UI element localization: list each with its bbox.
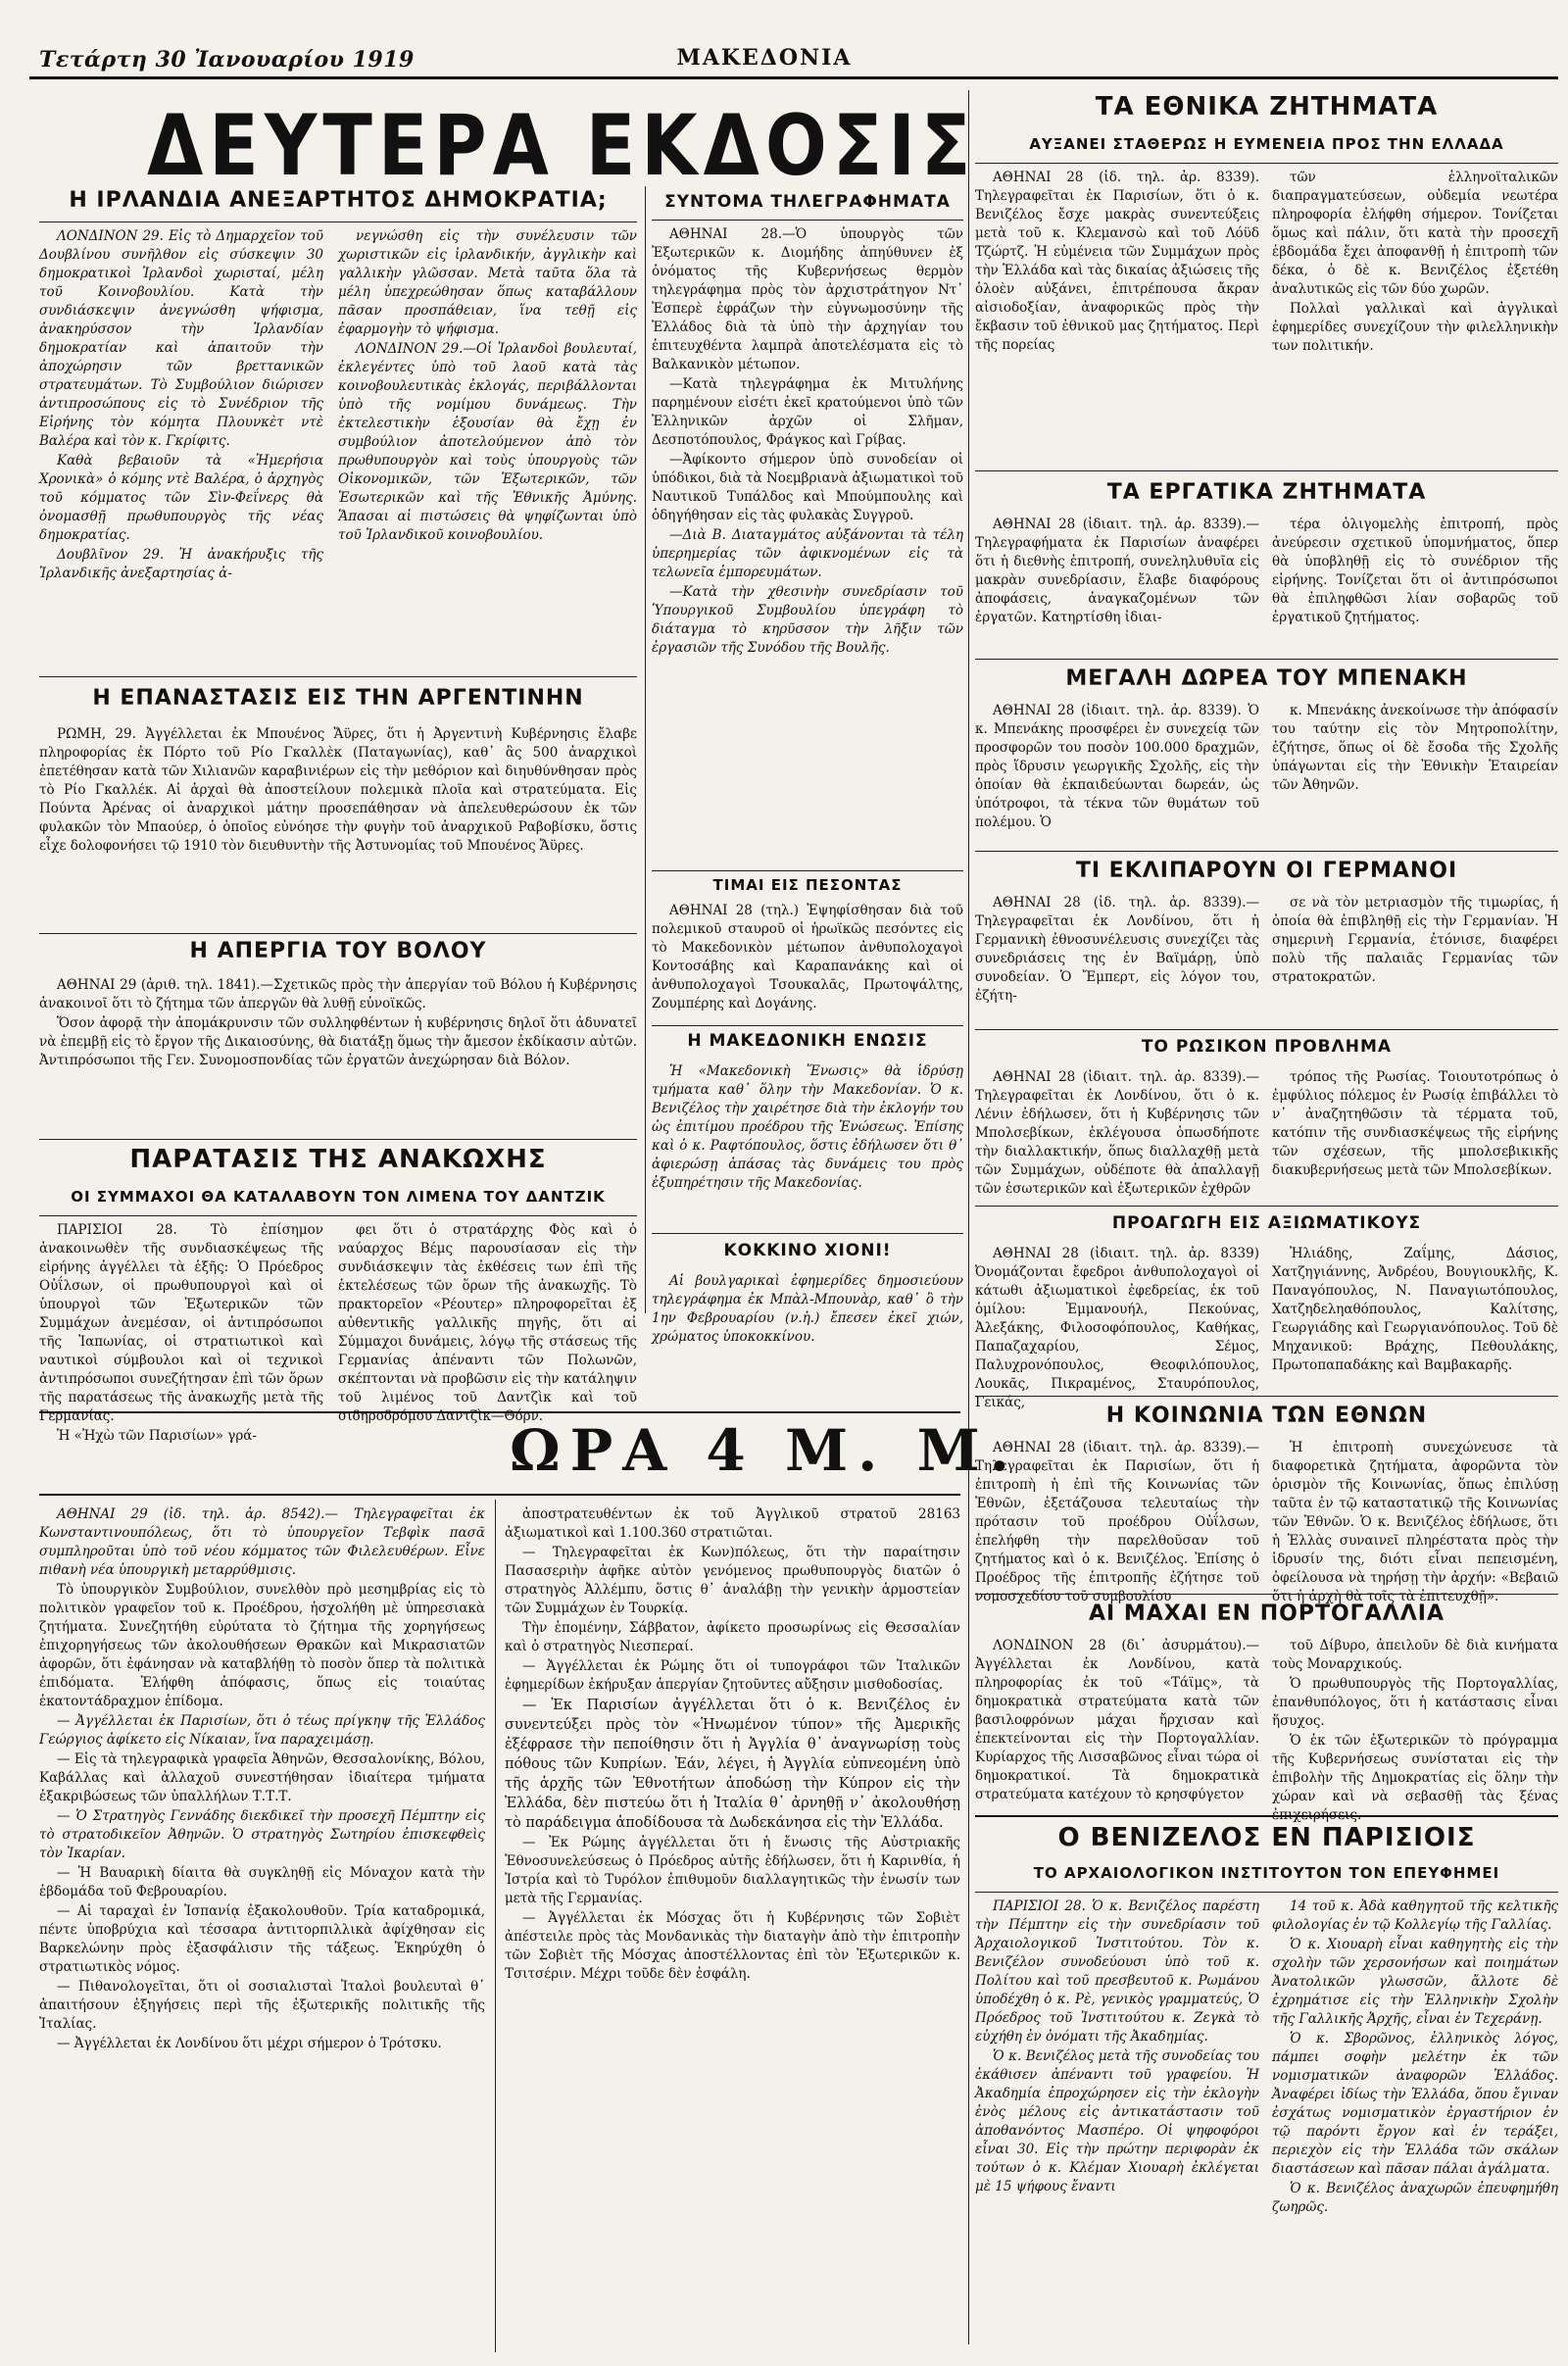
paragraph: τοῦ Δίβυρο, ἀπειλοῦν δὲ διὰ κινήματα τοὺς Μοναρχικούς. [1272,1638,1558,1672]
paragraph: ΑΘΗΝΑΙ 29 (ἀριθ. τηλ. 1841).—Σχετικῶς πρὸς τὴν ἀπεργίαν τοῦ Βόλου ἡ Κυβέρνησις ἀνακοινοῖ ὅτι τὸ ζήτημα τῶν ἀπεργῶν θὰ λυθῇ εὐνοϊκῶς. [39,977,637,1011]
headline-benakis: ΜΕΓΑΛΗ ΔΩΡΕΑ ΤΟΥ ΜΠΕΝΑΚΗ [1065,666,1468,691]
paragraph: — Ἐκ Παρισίων ἀγγέλλεται ὅτι ὁ κ. Βενιζέλος ἐν συνεντεύξει πρὸς τὸν «Ἡνωμένον τύπον» τῆς Ἀμερικῆς ἐξέφρασε τὴν πεποίθησιν ὅτι ἡ Ἀγγλία θ᾽ ἀναγνωρίσῃ τοὺς πόθους τῶν Κυπρίων. Ἐάν, λέγει, ἡ Ἀγγλία εὐπνεομένη ὑπὸ τῆς ἀρχῆς τῶν Ἐθνοτήτων ἀποδώσῃ τὴν Κύπρον εἰς τὴν Ἑλλάδα, δὲν πιστεύω ὅτι ἡ Ἰταλία θ᾽ ἀρνηθῇ ν᾽ ἀκολουθήσῃ τὸ παράδειγμα ἀποδίδουσα τὰ Δωδεκάνησα εἰς τὴν Ἑλλάδα. [505,1698,960,1831]
paragraph: 14 τοῦ κ. Ἀδὰ καθηγητοῦ τῆς κελτικῆς φιλολογίας ἐν τῷ Κολλεγίῳ τῆς Γαλλίας. [1272,1898,1558,1933]
paragraph: Τὴν ἑπομένην, Σάββατον, ἀφίκετο προσωρίνως εἰς Θεσσαλίαν καὶ ὁ στρατηγὸς Νιεσπεραί. [505,1620,960,1654]
rule [39,1215,637,1216]
rule [975,470,1558,471]
paragraph: Πολλαὶ γαλλικαὶ καὶ ἀγγλικαὶ ἐφημερίδες συνεχίζουν τὴν φιλελληνικὴν των πολιτικήν. [1272,301,1558,354]
headline-portugal: ΑΙ ΜΑΧΑΙ ΕΝ ΠΟΡΤΟΓΑΛΛΙΑ [1089,1602,1445,1626]
paragraph: σε νὰ τὸν μετριασμὸν τῆς τιμωρίας, ἡ ὁποία θὰ ἐπιβληθῇ εἰς τὴν Γερμανίαν. Ἡ σημερινὴ Γερμανία, ἐτόνισε, διαφέρει πολὺ τῆς παλαιᾶς Γερμανίας τῶν στρατοκρατῶν. [1272,895,1558,985]
paragraph: —Διὰ Β. Διαταγμάτος αὐξάνονται τὰ τέλη ὑπερημερίας τῶν ἀφικνομένων εἰς τὰ τελωνεῖα ἐμπορευμάτων. [652,527,963,580]
headline-national: ΤΑ ΕΘΝΙΚΑ ΖΗΤΗΜΑΤΑ [1095,92,1439,122]
national-col1 [975,169,1259,463]
paragraph: — Ὁ Στρατηγὸς Γεννάδης διεκδικεῖ τὴν προσεχῆ Πέμπτην εἰς τὸ στρατοδικεῖον Ἀθηνῶν. Ὁ στρατηγὸς Σωτηρίου ἐπισκεφθεὶς τὸν Ἰκαρίαν. [39,1808,485,1861]
labour-col1 [975,516,1259,655]
paragraph: —Κατὰ τὴν χθεσινὴν συνεδρίασιν τοῦ Ὑπουργικοῦ Συμβουλίου ὑπεγράφη τὸ διάταγμα τὸ κηρῦσσον τὴν λῆξιν τῶν ἐργασιῶν τῆς Συνόδου τῆς Βουλῆς. [652,584,963,656]
paragraph: Ὁ ἐκ τῶν ἐξωτερικῶν τὸ πρόγραμμα τῆς Κυβερνήσεως συνίσταται εἰς τὴν ἐπιβολὴν τῆς Δημοκρατίας εἰς ὅλην τὴν χώραν καὶ νὰ σεβασθῇ τὰς ξένας ἐπιχειρήσεις. [1272,1733,1558,1823]
paragraph: Αἱ βουλγαρικαὶ ἐφημερίδες δημοσιεύουν τηλεγράφημα ἐκ Μπὰλ-Μπουνὰρ, καθ᾽ ὃ τὴν 1ην Φεβρουαρίου (ν.ἡ.) ἔπεσεν ἐκεῖ χιών, χρώματος ὑποκοκκίνου. [652,1273,963,1345]
headline-volos: Η ΑΠΕΡΓΙΑ ΤΟΥ ΒΟΛΟΥ [189,939,487,963]
rule [975,1029,1558,1030]
paragraph: Δουβλῖνον 29. Ἡ ἀνακήρυξις τῆς Ἰρλανδικῆς ἀνεξαρτησίας ἀ- [39,547,323,581]
telegrams-body [652,225,963,864]
paragraph: — Ἀγγέλλεται ἐκ Λονδίνου ὅτι μέχρι σήμερον ὁ Τρότσκυ. [57,2036,442,2051]
masthead-date: Τετάρτη 30 Ἰανουαρίου 1919 [39,47,415,73]
league-col1 [975,1439,1259,1604]
paragraph: ΑΘΗΝΑΙ 28 (ἰδιαιτ. τηλ. ἀρ. 8339) Ὀνομάζονται ἔφεδροι ἀνθυπολοχαγοὶ οἱ κάτωθι ἀξιωματικοὶ ἐφεδρείας, ἐκ τοῦ ὁμίλου: Ἐμμανουήλ, Πεκούνας, Ἀλεξάκης, Φιλοσοφόπουλος, Καθήκας, Παπαζαχαρίου, Σέμος, Παλυχρονόπουλος, Θεοφιλόπουλος, Λουκᾶς, Πικραμένος, Σταυρόπουλος, Γεικάς, [975,1246,1259,1410]
subheadline-armistice: ΟΙ ΣΥΜΜΑΧΟΙ ΘΑ ΚΑΤΑΛΑΒΟΥΝ ΤΟΝ ΛΙΜΕΝΑ ΤΟΥ ΔΑΝΤΖΙΚ [71,1188,606,1206]
paragraph: — Ἀγγέλλεται ἐκ Παρισίων, ὅτι ὁ τέως πρίγκηψ τῆς Ἑλλάδος Γεώργιος ἀφίκετο εἰς Νίκαιαν, ἵνα παραχειμάσῃ. [39,1713,485,1748]
paragraph: — Τηλεγραφεῖται ἐκ Κων)πόλεως, ὅτι τὴν παραίτησιν Πασασεριὴν ἀφῆκε αὐτὸν γενόμενος πρωθυπουργὸς διατῶν ὁ στρατηγὸς Ἀλλέμπυ, ὅστις θ᾽ ἀναλάβῃ τὴν γενικὴν ἁρμοστείαν τῶν Συμμάχων ἐν Τουρκίᾳ. [505,1545,960,1616]
headline-labour: ΤΑ ΕΡΓΑΤΙΚΑ ΖΗΤΗΜΑΤΑ [1106,480,1427,505]
paragraph: — Ἀγγέλλεται ἐκ Μόσχας ὅτι ἡ Κυβέρνησις τῶν Σοβιὲτ ἀπέστειλε πρὸς τὰς Μονδανικὰς τὴν διαταγὴν ἀπὸ τὴν ἐπιτροπὴν τῶν Σοβιὲτ τῆς Μόσχας ἀποστέλλοντας ἐπὶ τὸν Ἐξωτερικῶν κ. Τσιτσέριν. Μέχρι τοῦδε δὲν ἐσφάλη. [505,1910,960,1982]
germans-col1 [975,894,1259,1023]
paragraph: νεγνώσθη εἰς τὴν συνέλευσιν τῶν χωριστικῶν εἰς ἰρλανδικήν, ἀγγλικὴν καὶ γαλλικὴν γλῶσσαν. Μετὰ ταῦτα ὅλα τὰ μέλη ὑπεχρεώθησαν ὅπως καταβάλλουν πᾶσαν προσπάθειαν, ἵνα τεθῇ εἰς ἐφαρμογὴν τὸ ψήφισμα. [338,228,637,337]
paragraph: Τὸ ὑπουργικὸν Συμβούλιον, συνελθὸν πρὸ μεσημβρίας εἰς τὸ πολιτικὸν γραφεῖον τοῦ κ. Προέδρου, ἠσχολήθη μὲ ὑπηρεσιακὰ ζητήματα. Συνεζητήθη εὐρύτατα τὸ ζήτημα τῆς χορηγήσεως ἐπιχορηγήσεως τῶν ἀκολουθήσεων Θρακῶν καὶ Μικρασιατῶν ἀφορῶν, ὅτι ἐφάνησαν νὰ καταβλήθῃ τὸ ποσὸν ὅπερ τὰ πολιτικὰ ἐπιδόματα. Ἐλήφθη ἀπόφασις, ὅπως εἰς τοιαύτας ἐκατοντάδραχμον ἐπίδομα. [39,1582,485,1709]
rule [39,933,637,934]
germans-col2 [1272,894,1558,1023]
paragraph: κ. Μπενάκης ἀνεκοίνωσε τὴν ἀπόφασίν του ταύτην εἰς τὸν Μητροπολίτην, ἐζήτησε, ὅπως οἱ δὲ ἔσοδα τῆς Σχολῆς ὑπάγωνται εἰς τὴν Ἐθνικὴν Ἑταιρείαν τῶν Ἀθηνῶν. [1272,703,1558,793]
paragraph: ΠΑΡΙΣΙΟΙ 28. Τὸ ἐπίσημον ἀνακοινωθὲν τῆς συνδιασκέψεως τῆς εἰρήνης ἀγγέλλει τὰ ἑξῆς: Ὁ Πρόεδρος Οὐΐλσων, οἱ πρωθυπουργοὶ καὶ οἱ ὑπουργοὶ τῶν Ἐξωτερικῶν τῶν Συμμάχων ἀνεμέσαν, οἱ ἀντιπρόσωποι τῆς Ἰαπωνίας, οἱ στρατιωτικοὶ καὶ ναυτικοὶ σύμβουλοι καὶ οἱ τεχνικοὶ ἀντιπρόσωποι συνεζήτησαν ἐπὶ τῶν ὅρων τῆς παρατάσεως τῆς ἀνακωχῆς μετὰ τῆς Γερμανίας. [39,1222,323,1424]
headline-telegrams: ΣΥΝΤΟΜΑ ΤΗΛΕΓΡΑΦΗΜΑΤΑ [664,192,951,212]
paragraph: — Ἀγγέλλεται ἐκ Ρώμης ὅτι οἱ τυπογράφοι τῶν Ἰταλικῶν ἐφημερίδων ἐκήρυξαν ἀπεργίαν ζητοῦντες αὔξησιν μισθοδοσίας. [505,1658,960,1693]
paragraph: — Αἱ ταραχαὶ ἐν Ἰσπανίᾳ ἐξακολουθοῦν. Τρία καταδρομικά, πέντε ὑποβρύχια καὶ τέσσαρα ἀντιτορπιλλικὰ ἀφίχθησαν εἰς Βαρκελώνην πρὸς ἐξασφάλισιν τῆς τάξεως. Ἐκηρύχθη ὁ στρατιωτικὸς νόμος. [39,1903,485,1975]
paragraph: ΑΘΗΝΑΙ 28 (ἰδ. τηλ. ἀρ. 8339).— Τηλεγραφεῖται ἐκ Λονδίνου, ὅτι ἡ Γερμανικὴ ἐθνοσυνέλευσις συνεχίζει τὰς συνεδριάσεις της ἐν Βαϊμάρῃ, ὑπὸ συνοδείαν. Ὁ Ἔμπερτ, εἰς λόγον του, ἐζήτη- [975,895,1259,1004]
snow-body [652,1272,963,1400]
paragraph: τέρα ὀλιγομελὴς ἐπιτροπή, πρὸς ἀνεύρεσιν σχετικοῦ ὑπομνήματος, ὅπερ θὰ ὑποβληθῇ εἰς τὸ συνέδριον τῆς εἰρήνης. Τονίζεται ὅτι οἱ ἀντιπρόσωποι θὰ ἐπιληφθῶσι λίαν σοβαρῶς τοῦ ἐργατικοῦ ζητήματος. [1272,517,1558,625]
paragraph: Ἡ ἐπιτροπὴ συνεχώνευσε τὰ διαφορετικὰ ζητήματα, ἀφορῶντα τὸν ὁρισμὸν τῆς Κοινωνίας, ὅπως ἐπιλύσῃ ταῦτα ἐν τῷ καταστατικῷ τῆς Κοινωνίας τῶν Ἐθνῶν. Ὁ κ. Βενιζέλος ἐδήλωσε, ὅτι ἡ Ἑλλὰς συναινεῖ πληρέστατα πρὸς τὴν ἱδρυσίν της, διότι εἶναι πεπεισμένη, ὀφείλουσα νὰ τηρήσῃ τὴν ἀρχήν: «Βεβαιῶ ὅτι ἡ ἀρχὴ θὰ τοῖς τὰ ἐπιτευχθῇ». [1272,1440,1558,1604]
rule [39,676,637,677]
paragraph: — Εἰς τὰ τηλεγραφικὰ γραφεῖα Ἀθηνῶν, Θεσσαλονίκης, Βόλου, Καβάλλας καὶ ἀλλαχοῦ συνεστήθησαν ἰδιαίτερα τμήματα ἐξακριβώσεως τῶν ὑπαλλήλων Τ.Τ.Τ. [39,1751,485,1804]
rule [652,1025,963,1026]
headline-snow: ΚΟΚΚΙΝΟ ΧΙΟΝΙ! [723,1241,892,1260]
headline-germans: ΤΙ ΕΚΛΙΠΑΡΟΥΝ ΟΙ ΓΕΡΜΑΝΟΙ [1075,859,1458,883]
headline-promotion: ΠΡΟΑΓΩΓΗ ΕΙΣ ΑΞΙΩΜΑΤΙΚΟΥΣ [1111,1213,1422,1233]
ireland-col2 [338,227,637,659]
benakis-col2 [1272,702,1558,849]
paragraph: ἀποστρατευθέντων ἐκ τοῦ Ἀγγλικοῦ στρατοῦ 28163 ἀξιωματικοὶ καὶ 1.100.360 στρατιῶται. [505,1506,960,1541]
subheadline-national: ΑΥΞΑΝΕΙ ΣΤΑΘΕΡΩΣ Η ΕΥΜΕΝΕΙΑ ΠΡΟΣ ΤΗΝ ΕΛΛΑΔΑ [1029,135,1504,153]
league-col2 [1272,1439,1558,1604]
paragraph: Ἡ «Μακεδονικὴ Ἕνωσις» θὰ ἱδρύσῃ τμήματα καθ᾽ ὅλην τὴν Μακεδονίαν. Ὁ κ. Βενιζέλος τὴν χαιρέτησε διὰ τὴν ἐκλογήν του ὡς ἐπιτίμου προέδρου τῆς Ἑνώσεως. Ἐπίσης καὶ ὁ κ. Ραφτόπουλος, ὅστις ἐδήλωσεν ὅτι θ᾽ ἀφιερώσῃ ἁπάσας τὰς δυνάμεις του πρὸς ἐξυπηρέτησιν τῆς Μακεδονίας. [652,1063,963,1191]
rule [652,220,963,221]
promotion-col2 [1272,1245,1558,1392]
paragraph: τῶν ἑλληνοϊταλικῶν διαπραγματεύσεων, οὐδεμία νεωτέρα πληροφορία ἐλήφθη σήμερον. Τονίζεται ὅμως καὶ πάλιν, ὅτι κατὰ τὴν προσεχῆ ἑβδομάδα ἔχει ἀποφανθῇ ἡ ἐπιτροπὴ τῶν δέκα, ὁ δὲ κ. Βενιζέλος ἐξετέθη ἀναλυτικῶς εἰς τῶν δύο χωρῶν. [1272,170,1558,297]
rule [975,1594,1558,1595]
paragraph: ΑΘΗΝΑΙ 28 (ἰδιαιτ. τηλ. ἀρ. 8339).—Τηλεγραφεῖται ἐκ Παρισίων, ὅτι ἡ ἐπιτροπὴ ἡ ἐπὶ τῆς Κοινωνίας τῶν Ἐθνῶν, ἐξετάζουσα τελευταίως τὴν πρότασιν τοῦ προέδρου Οὐΐλσων, ἐπελήφθη τὴν παρελθοῦσαν τοῦ ζητήματος καὶ ὁ κ. Βενιζέλος. Ἐπίσης ὁ Προέδρος τῆς ἐπιτροπῆς ἐζήτησε τοῦ νομοσχεδίου τοῦ συμβουλίου [975,1440,1259,1604]
edition-title: ΔΕΥΤΕΡΑ ΕΚΔΟΣΙΣ [147,98,977,195]
macedonian-body [652,1062,963,1229]
headline-macedonian: Η ΜΑΚΕΔΟΝΙΚΗ ΕΝΩΣΙΣ [687,1031,928,1051]
subheadline-venizelos: ΤΟ ΑΡΧΑΙΟΛΟΓΙΚΟΝ ΙΝΣΤΙΤΟΥΤΟΝ ΤΟΝ ΕΠΕΥΦΗΜΕΙ [1033,1864,1500,1882]
benakis-col1 [975,702,1259,849]
russian-col2 [1272,1068,1558,1202]
labour-col2 [1272,516,1558,655]
masthead-rule [29,76,1558,79]
rule [39,1494,960,1496]
rule [975,1396,1558,1397]
rule [652,1233,963,1234]
rule [39,1411,960,1413]
paragraph: ΠΑΡΙΣΙΟΙ 28. Ὁ κ. Βενιζέλος παρέστη τὴν Πέμπτην εἰς τὴν συνεδρίασιν τοῦ Ἀρχαιολογικοῦ Ἰνστιτούτου. Τὸν κ. Βενιζέλον συνοδεύουσι ὑπὸ τοῦ κ. Πολίτου καὶ τοῦ πρεσβευτοῦ κ. Ρωμάνου ὑποδέχθη ὁ κ. Ρὲ, γενικὸς γραμματεύς, Ὁ Πρόεδρος τοῦ Ἰνστιτούτου κ. Ζεγκὰ τὸ εὐχήθη ἐν ὀνόματι τῆς Ἀκαδημίας. [975,1898,1259,2045]
paragraph: — Πιθανολογεῖται, ὅτι οἱ σοσιαλισταὶ Ἰταλοὶ βουλευταὶ θ᾽ ἀπαιτήσουν ἐξηγήσεις περὶ τῆς ἐξωτερικῆς πολιτικῆς τῆς Ἰταλίας. [39,1979,485,2032]
hour4-col1 [39,1505,485,2358]
headline-honours: ΤΙΜΑΙ ΕΙΣ ΠΕΣΟΝΤΑΣ [712,876,903,894]
paragraph: Καθὰ βεβαιοῦν τὰ «Ἡμερήσια Χρονικὰ» ὁ κόμης ντὲ Βαλέρα, ὁ ἀρχηγὸς τοῦ κόμματος τῶν Σὶν-Φεΐνερς θὰ ὀνομασθῇ πρωθυπουργὸς τῆς νέας δημοκρατίας. [39,453,323,543]
volos-body [39,976,637,1135]
promotion-col1 [975,1245,1259,1410]
portugal-col1 [975,1637,1259,1809]
russian-col1 [975,1068,1259,1202]
paragraph: φει ὅτι ὁ στρατάρχης Φὸς καὶ ὁ ναύαρχος Βέμς παρουσίασαν εἰς τὴν συνδιάσκεψιν τὰς ἐκθέσεις των ἐπὶ τῆς ἐκτελέσεως τῶν ὅρων τῆς ἀνακωχῆς. Τὸ πρακτορεῖον «Ρέουτερ» πληροφορεῖται ἐξ αὐθεντικῆς γαλλικῆς πηγῆς, ὅτι αἱ Σύμμαχοι δυνάμεις, λόγῳ τῆς στάσεως τῆς Γερμανίας ἀπέναντι τῶν Πολωνῶν, σκέπτονται νὰ προβῶσιν εἰς τὴν κατάληψιν τοῦ λιμένος τοῦ Δαντζὶκ καὶ τοῦ σιδηροδρόμου Δαντζὶκ—Θόρν. [338,1222,637,1424]
headline-armistice: ΠΑΡΑΤΑΣΙΣ ΤΗΣ ΑΝΑΚΩΧΗΣ [129,1145,547,1174]
portugal-col2 [1272,1637,1558,1823]
paragraph: Ὁ κ. Βενιζέλος ἀναχωρῶν ἐπευφημήθη ζωηρῶς. [1272,2181,1558,2215]
paragraph: ΑΘΗΝΑΙ 28.—Ὁ ὑπουργὸς τῶν Ἐξωτερικῶν κ. Διομήδης ἀπηύθυνεν ἐξ ὀνόματος τῆς Κυβερνήσεως θερμὸν τηλεγράφημα πρὸς τὸν ἀρχιστράτηγον Ντ᾽ Ἐσπερὲ ἐφράζων τὴν εὐγνωμοσύνην τῆς Ἑλλάδος διὰ τὰ ὑπὸ τὴν ἀρχηγίαν του ἐπιτευχθέντα λαμπρὰ ἀποτελέσματα εἰς τὸ Βαλκανικὸν μέτωπον. [652,226,963,372]
paragraph: — Ἡ Βαυαρικὴ δίαιτα θὰ συγκληθῇ εἰς Μόναχον κατὰ τὴν ἑβδομάδα τοῦ Φεβρουαρίου. [39,1865,485,1899]
column-rule [968,90,969,2344]
column-rule [495,1500,496,2352]
paragraph: ΑΘΗΝΑΙ 28 (ἰδιαιτ. τηλ. ἀρ. 8339).— Τηλεγραφεῖται ἐκ Λονδίνου, ὅτι ὁ κ. Λένιν ἐδήλωσεν, ὅτι ἡ Κυβέρνησις τῶν Μπολσεβίκων, ἐκλέγουσα ὁπωσδήποτε τὴν διαλλακτικήν, ὅπως διαλλαχθῇ μετὰ τῶν Συμμάχων, οὐδέποτε θὰ ἀπαλλαγῇ τῶν ἐσωτερικῶν καὶ ἐξωτερικῶν ἐχθρῶν [975,1069,1259,1197]
paragraph: Ἠλιάδης, Ζαΐμης, Δάσιος, Χατζηγιάννης, Ἀνδρέου, Βουγιουκλῆς, Κ. Παναγόπουλος, Ν. Παναγιωτόπουλος, Χατζηδεληαθόπουλος, Καλίτσης, Γεωργιάδης καὶ Γεωργιανόπουλος. Τοῦ δὲ Μηχανικοῦ: Βράχης, Πεθουλάκης, Πρωτοπαπαδάκης καὶ Βαμβακαρῆς. [1272,1246,1558,1373]
paragraph: Ἡ «Ἠχὼ τῶν Παρισίων» γρά- [57,1428,257,1444]
headline-hour4: ΩΡΑ 4 Μ. Μ. [510,1417,1019,1484]
argentina-body [39,725,637,921]
paragraph: τρόπος τῆς Ρωσίας. Τοιουτοτρόπως ὁ ἐμφύλιος πόλεμος ἐν Ρωσίᾳ ἐπιβάλλει τὸ ν᾽ ἀναζητηθῶσιν τὰ τέρματα τοῦ, κατόπιν τῆς συνδιασκέψεως τῆς εἰρήνης τῶν σχέσεων, τῆς μπολσεβικικῆς διακυβερνήσεως μετὰ τῶν Μπολσεβίκων. [1272,1069,1558,1178]
rule [975,163,1558,164]
paragraph: —Κατὰ τηλεγράφημα ἐκ Μιτυλήνης παρημένουν εἰσέτι ἐκεῖ κρατούμενοι ὑπὸ τῶν Ἑλληνικῶν ἀρχῶν οἱ Σλῆμαν, Δεσποτόπουλος, Φράγκος καὶ Γρίβας. [652,376,963,448]
venizelos-col2 [1272,1898,1558,2358]
headline-russian: ΤΟ ΡΩΣΙΚΟΝ ΠΡΟΒΛΗΜΑ [1141,1037,1393,1057]
rule [975,1815,1558,1817]
paragraph: Ὁ πρωθυπουργὸς τῆς Πορτογαλλίας, ἐπανθυπόλογος, ὅτι ἡ κατάστασις εἶναι ἥσυχος. [1272,1676,1558,1729]
paragraph: Ὅσον ἀφορᾷ τὴν ἀπομάκρυνσιν τῶν συλληφθέντων ἡ κυβέρνησις δηλοῖ ὅτι ἀδυνατεῖ νὰ ἐπεμβῇ εἰς τὸ ἔργον τῆς Δικαιοσύνης, θὰ διατάξῃ ὅμως τὴν ἄμεσον ἐκδίκασιν αὐτῶν. Ἀντιπρόσωποι τῆς Γεν. Συνομοσπονδίας τῶν ἐργατῶν ἀνεχώρησαν διὰ Βόλον. [39,1015,637,1068]
paragraph: — Ἐκ Ρώμης ἀγγέλλεται ὅτι ἡ ἔνωσις τῆς Αὐστριακῆς Ἐθνοσυνελεύσεως ὁ Πρόεδρος αὐτῆς ἐδήλωσεν, ὅτι ἡ Καρινθία, ἡ Ἰστρία καὶ τὸ Τυρόλον ἐπιθυμοῦν διαλλαγητικῶς τὴν ἑνωσίν των μετὰ τῆς Γερμανίας. [505,1835,960,1906]
rule [975,659,1558,660]
rule [975,1206,1558,1207]
paragraph: Ὁ κ. Χιουαρὴ εἶναι καθηγητὴς εἰς τὴν σχολὴν τῶν χερσονήσων καὶ ποιημάτων Ἀνατολικῶν γλωσσῶν, ἄλλοτε δὲ ἐχρημάτισε εἰς τὴν Ἑλληνικὴν Σχολὴν τῆς Γαλλικῆς Ἀρχῆς, εἶναι ἐν Τεχεράνῃ. [1272,1937,1558,2027]
headline-argentina: Η ΕΠΑΝΑΣΤΑΣΙΣ ΕΙΣ ΤΗΝ ΑΡΓΕΝΤΙΝΗΝ [92,686,584,711]
masthead-title: ΜΑΚΕΔΟΝΙΑ [676,45,853,71]
paragraph: ΡΩΜΗ, 29. Ἀγγέλλεται ἐκ Μπουένος Ἄϋρες, ὅτι ἡ Ἀργεντινὴ Κυβέρνησις ἔλαβε πληροφορίας ἐκ Πόρτο τοῦ Ρίο Γκαλλὲκ (Παταγωνίας), καθ᾽ ἃς 500 ἀναρχικοὶ ἐπετέθησαν κατὰ τῶν Χιλιανῶν καραβινιέρων εἰς τὴν μεθόριον καὶ διηυθύνθησαν πρὸς τὸ Ρίο Γκαλλέκ. Αἱ ἀρχαὶ θὰ ἀποστείλουν πολεμικὰ πλοῖα καὶ στρατεύματα. Εἰς Πούντα Ἀρένας οἱ ἀναρχικοὶ μάτην προσεπάθησαν νὰ ἀπελευθερώσουν ἐκ τῶν φυλακῶν τὸν Μπαούερ, ὁ ὁποῖος εὐνόησε τὴν φυγὴν τοῦ ἀναρχικοῦ Ραβοβίσκυ, ὅστις εἶχε δολοφονήσει τῷ 1910 τὸν διευθυντὴν τῆς Ἀστυνομίας τοῦ Μπουένος Ἄϋρες. [39,726,637,854]
national-col2 [1272,169,1558,463]
rule [39,1139,637,1140]
rule [652,870,963,871]
paragraph: ΑΘΗΝΑΙ 28 (τηλ.) Ἐψηφίσθησαν διὰ τοῦ πολεμικοῦ σταυροῦ οἱ ἡρωϊκῶς πεσόντες εἰς τὸ Μακεδονικὸν μέτωπον ἀνθυπολοχαγοὶ Κοντοσάβης καὶ Καραπανάκης καὶ οἱ ἀνθυπολοχαγοὶ Τσουκαλᾶς, Πρωτοψάλτης, Ζουμπέρης καὶ Δογάνης. [652,903,963,1011]
paragraph: ΑΘΗΝΑΙ 28 (ἰδ. τηλ. ἀρ. 8339). Τηλεγραφεῖται ἐκ Παρισίων, ὅτι ὁ κ. Βενιζέλος ἔσχε μακρὰς συνεντεύξεις μετὰ τοῦ κ. Κλεμανσὼ καὶ τοῦ Λόϋδ Τζώρτζ. Ἡ εὐμένεια τῶν Συμμάχων πρὸς τὴν Ἑλλάδα καὶ τὰς δικαίας ἀξιώσεις τῆς ὁλοὲν αὐξάνει, ἐπιτρέπουσα ἄκραν αἰσιοδοξίαν, ἀναφορικῶς πρὸς τὴν ἔκβασιν τοῦ ἐθνικοῦ μας ζητήματος. Περὶ τῆς πορείας [975,170,1259,353]
headline-ireland: Η ΙΡΛΑΝΔΙΑ ΑΝΕΞΑΡΤΗΤΟΣ ΔΗΜΟΚΡΑΤΙΑ; [69,188,608,213]
rule [975,1892,1558,1893]
headline-league: Η ΚΟΙΝΩΝΙΑ ΤΩΝ ΕΘΝΩΝ [1105,1404,1428,1428]
paragraph: ΑΘΗΝΑΙ 28 (ἰδιαιτ. τηλ. ἀρ. 8339).— Τηλεγραφήματα ἐκ Παρισίων ἀναφέρει ὅτι ἡ διεθνὴς ἐπιτροπή, συνεληλυθυῖα εἰς μακρὰν συνεδρίασιν, ἔλαβε διαφόρους ἀποφάσεις, ἀναγκαζομένων τῶν ἐργατῶν. Κατηρτίσθη ἰδιαι- [975,517,1259,625]
honours-body [652,902,963,1019]
headline-venizelos: Ο ΒΕΝΙΖΕΛΟΣ ΕΝ ΠΑΡΙΣΙΟΙΣ [1057,1823,1476,1852]
paragraph: Ὁ κ. Σβορῶνος, ἑλληνικὸς λόγος, πάμπει σοφὴν μελέτην ἐκ τῶν νομισματικῶν ἀναφορῶν Ἑλλάδος. Ἀναφέρει ἰδίως τὴν Ἑλλάδα, ὅπου ἔγιναν ἐσχάτως νομισματικὸν ἐργαστήριον ἐν τῷ παρόντι ἔργον καὶ ἐν τεράξει, περιεχὸν εἰς τὴν Ἑλλάδα τῶν σκάλων διαστάσεων καὶ πᾶσαν πάλαι ἀγάλματα. [1272,2031,1558,2177]
rule [975,851,1558,852]
paragraph: ΑΘΗΝΑΙ 28 (ἰδιαιτ. τηλ. ἀρ. 8339). Ὁ κ. Μπενάκης προσφέρει ἐν συνεχείᾳ τῶν προσφορῶν του ποσὸν 100.000 δραχμῶν, πρὸς ἵδρυσιν γεωργικῆς Σχολῆς, εἰς τὴν ὁποίαν θὰ ἐκπαιδεύωνται δωρεάν, ὡς ὑπότροφοι, τὰ τέκνα τῶν θυμάτων τοῦ πολέμου. Ὁ [975,703,1259,830]
paragraph: Ὁ κ. Βενιζέλος μετὰ τῆς συνοδείας του ἐκάθισεν ἀπέναντι τοῦ γραφείου. Ἡ Ἀκαδημία ἐπροχώρησεν εἰς τὴν ἐκλογὴν ἑνὸς μέλους εἰς ἀντικατάστασιν τοῦ ἀποθανόντος Μασπέρο. Οἱ ψηφοφόροι εἶναι 30. Εἰς τὴν πρώτην περιφορὰν ἐκ τούτων ὁ κ. Κλέμαν Χιουαρὴ ἐκλέγεται μὲ 15 ψήφους ἔναντι [975,2048,1259,2194]
paragraph: ΛΟΝΔΙΝΟΝ 29.—Οἱ Ἰρλανδοὶ βουλευταί, ἐκλεγέντες ὑπὸ τοῦ λαοῦ κατὰ τὰς κοινοβουλευτικὰς ἐκλογάς, περιβάλλονται ὑπὸ τῆς νομίμου δυνάμεως. Τὴν ἐκτελεστικὴν ἐξουσίαν θὰ ἔχῃ ἐν συμβούλιον ἀποτελούμενον ἀπὸ τὸν πρωθυπουργὸν καὶ τοὺς ὑπουργοὺς τῶν Οἰκονομικῶν, τῶν Ἐξωτερικῶν, τῶν Ἐσωτερικῶν καὶ τῆς Ἐθνικῆς Ἀμύνης. Ἅπασαι αἱ πιστώσεις θὰ ψηφίζωνται ὑπὸ τοῦ Ἰρλανδικοῦ κοινοβουλίου. [338,341,637,543]
column-rule [645,186,646,1313]
hour4-col2 [505,1505,960,2358]
ireland-col1 [39,227,323,659]
paragraph: ΛΟΝΔΙΝΟΝ 28 (δι᾽ ἀσυρμάτου).— Ἀγγέλλεται ἐκ Λονδίνου, κατὰ πληροφορίας ἐκ τοῦ «Τάϊμς», τὰ δημοκρατικὰ στρατεύματα κατὰ τῶν βασιλοφρόνων μάχαι ἤρχισαν καὶ ἐπεκτείνονται εἰς τὴν Πορτογαλλίαν. Κυρίαρχος τῆς Λισσαβῶνος εἶναι τώρα οἱ δημοκρατικοί. Τὰ δημοκρατικὰ στρατεύματα κατέχουν τὸ κρησφύγετον [975,1638,1259,1802]
paragraph: ΑΘΗΝΑΙ 29 (ἰδ. τηλ. ἀρ. 8542).— Τηλεγραφεῖται ἐκ Κωνσταντινουπόλεως, ὅτι τὸ ὑπουργεῖον Τεβφὶκ πασᾶ συμπληροῦται ὑπὸ τοῦ νέου κόμματος τῶν Φιλελευθέρων. Εἶνε πιθανὴ νέα ὑπουργικὴ μεταρρύθμισις. [39,1506,485,1578]
venizelos-col1 [975,1898,1259,2358]
paragraph: ΛΟΝΔΙΝΟΝ 29. Εἰς τὸ Δημαρχεῖον τοῦ Δουβλίνου συνῆλθον εἰς σύσκεψιν 30 δημοκρατικοὶ Ἰρλανδοὶ χωρισταί, μέλη τοῦ Κοινοβουλίου. Κατὰ τὴν συνδιάσκεψιν ἀνεγνώσθη ψήφισμα, ἀνακηρύσσον τὴν Ἰρλανδίαν δημοκρατίαν καὶ ἀπαιτοῦν τὴν ἀποχώρησιν τῶν βρεττανικῶν στρατευμάτων. Τὸ Συμβούλιον διώρισεν ἀντιπροσώπους εἰς τὸ Συνέδριον τῆς Εἰρήνης τὸν κόμητα Πλουνκὲτ ντὲ Βαλέρα καὶ τὸν κ. Γκρίφιτς. [39,228,323,449]
paragraph: —Ἀφίκοντο σήμερον ὑπὸ συνοδείαν οἱ ὑπόδικοι, διὰ τὰ Νοεμβριανὰ ἀξιωματικοὶ τοῦ Ναυτικοῦ Τυπάλδος καὶ Μπούμπουλης καὶ ὁδηγήθησαν εἰς τὰς φυλακὰς Συγγροῦ. [652,452,963,523]
